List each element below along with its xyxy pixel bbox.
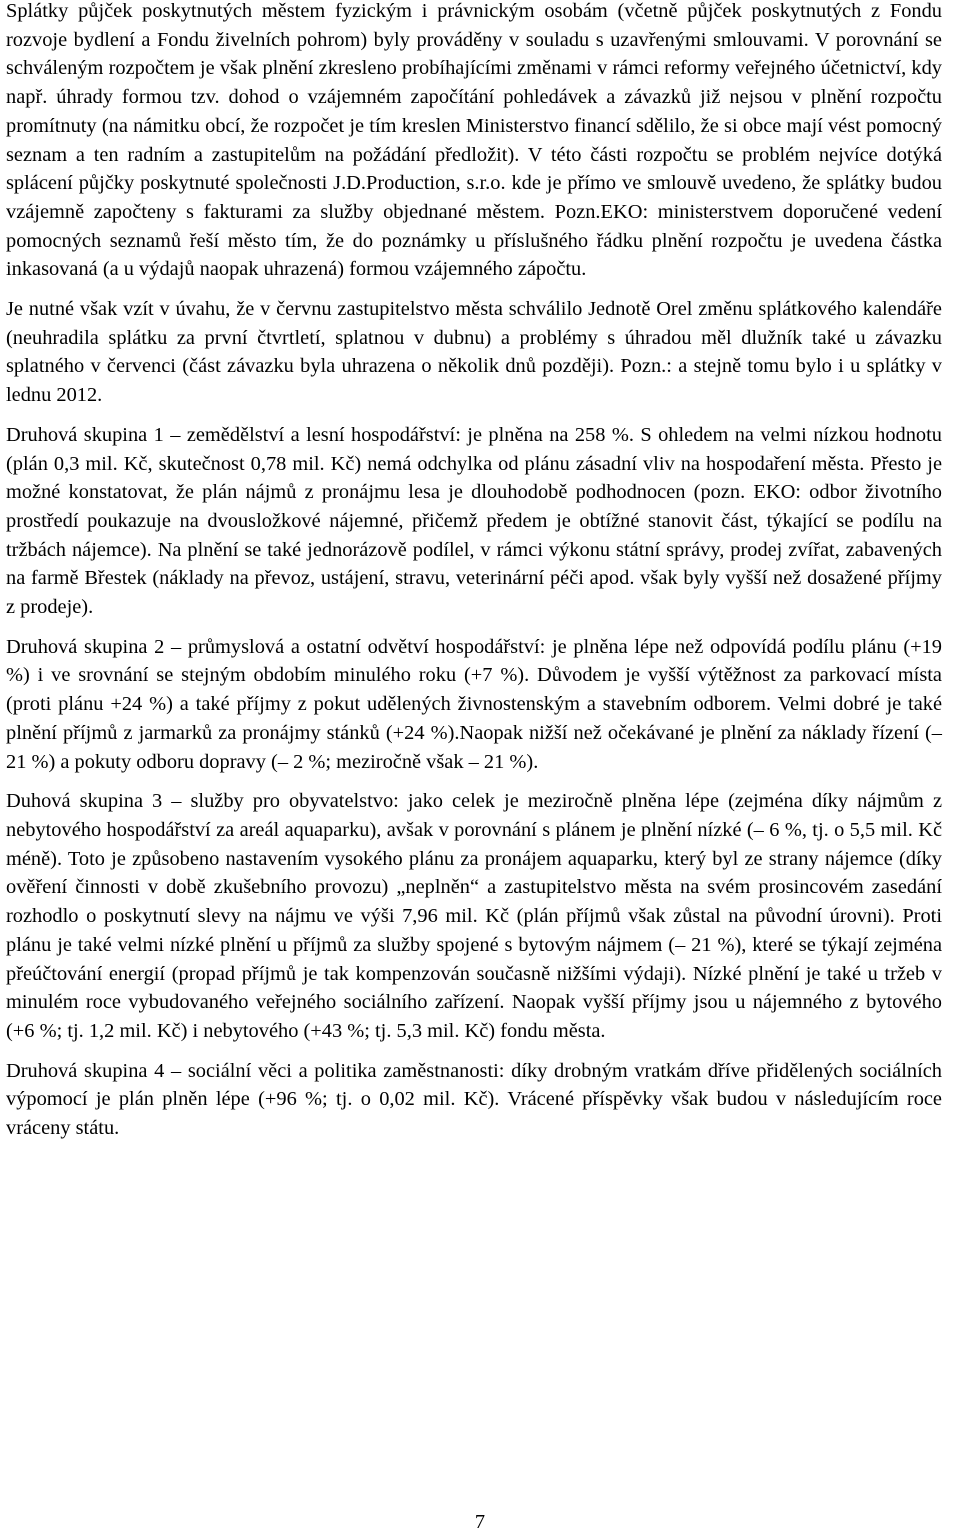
page-number: 7 (474, 1511, 486, 1533)
paragraph-group-2: Druhová skupina 2 – průmyslová a ostatní odvětví hospodářství: je plněna lépe než odpovídá podílu plánu (+19 %) i ve srovnání se stejným obdobím minulého roku (+7 %). Důvodem je vyšší výtěžnost za parkovací místa (proti plánu +24 %) a také příjmy z pokut udělených živnostenským a stavebním odborem. Velmi dobré je také plnění příjmů z jarmarků za pronájmy stánků (+24 %).Naopak nižší než očekávané je plnění za náklady řízení (– 21 %) a pokuty odboru dopravy (– 2 %; meziročně však – 21 %). (6, 635, 942, 773)
paragraph-group-3: Duhová skupina 3 – služby pro obyvatelstvo: jako celek je meziročně plněna lépe (zejména díky nájmům z nebytového hospodářství za areál aquaparku), avšak v porovnání s plánem je plnění nízké (– 6 %, tj. o 5,5 mil. Kč méně). Toto je způsobeno nastavením vysokého plánu za pronájem aquaparku, který byl ze strany nájemce (díky ověření činnosti v době zkušebního provozu) „neplněn“ a zastupitelstvo města na svém prosincovém zasedání rozhodlo o poskytnutí slevy na nájmu ve výši 7,96 mil. Kč (plán příjmů však zůstal na původní úrovni). Proti plánu je také velmi nízké plnění u příjmů za služby spojené s bytovým nájmem (– 21 %), které se týkají zejména přeúčtování energií (propad příjmů je tak kompenzován současně nižšími výdaji). Nízké plnění je také u tržeb v minulém roce vybudovaného veřejného sociálního zařízení. Naopak vyšší příjmy jsou u nájemného z bytového (+6 %; tj. 1,2 mil. Kč) i nebytového (+43 %; tj. 5,3 mil. Kč) fondu města. (6, 790, 942, 1042)
paragraph-group-1: Druhová skupina 1 – zemědělství a lesní hospodářství: je plněna na 258 %. S ohledem na velmi nízkou hodnotu (plán 0,3 mil. Kč, skutečnost 0,78 mil. Kč) nemá odchylka od plánu zásadní vliv na hospodaření města. Přesto je možné konstatovat, že plán nájmů z pronájmu lesa je dlouhodobě podhodnocen (pozn. EKO: odbor životního prostředí poukazuje na dvousložkové nájemné, přičemž předem je obtížné stanovit část, týkající se podílu na tržbách nájemce). Na plnění se také jednorázově podílel, v rámci výkonu státní správy, prodej zvířat, zabavených na farmě Břestek (náklady na převoz, ustájení, stravu, veterinární péči apod. však byly vyšší než dosažené příjmy z prodeje). (6, 423, 942, 619)
paragraph-group-4: Druhová skupina 4 – sociální věci a politika zaměstnanosti: díky drobným vratkám dříve přidělených sociálních výpomocí je plán plněn lépe (+96 %; tj. o 0,02 mil. Kč). Vrácené příspěvky však budou v následujícím roce vráceny státu. (6, 1059, 942, 1140)
paragraph-orel-schedule: Je nutné však vzít v úvahu, že v červnu zastupitelstvo města schválilo Jednotě Orel změnu splátkového kalendáře (neuhradila splátku za první čtvrtletí, splatnou v dubnu) a problémy s úhradou měl dlužník také u závazku splatného v červenci (část závazku byla uhrazena o několik dnů později). Pozn.: a stejně tomu bylo i u splátky v lednu 2012. (6, 298, 942, 407)
paragraph-loan-repayments: Splátky půjček poskytnutých městem fyzickým i právnickým osobám (včetně půjček poskytnutých z Fondu rozvoje bydlení a Fondu živelních pohrom) byly prováděny v souladu s uzavřenými smlouvami. V porovnání se schváleným rozpočtem je však plnění zkresleno probíhajícími změnami v rámci reformy veřejného účetnictví, kdy např. úhrady formou tzv. dohod o vzájemném započítání pohledávek a závazků již nejsou v plnění rozpočtu promítnuty (na námitku obcí, že rozpočet je tím kreslen Ministerstvo financí sdělilo, že si obce mají vést pomocný seznam a ten radním a zastupitelům na požádání předložit). V této části rozpočtu se problém nejvíce dotýká splácení půjčky poskytnuté společnosti J.D.Production, s.r.o. kde je přímo ve smlouvě uvedeno, že splátky budou vzájemně započteny s fakturami za služby objednané městem. Pozn.EKO: ministerstvem doporučené vedení pomocných seznamů řeší město tím, že do poznámky u příslušného řádku plnění rozpočtu je uvedena částka inkasovaná (a u výdajů naopak uhrazená) formou vzájemného zápočtu. (6, 0, 942, 281)
document-page (6, 0, 942, 1143)
